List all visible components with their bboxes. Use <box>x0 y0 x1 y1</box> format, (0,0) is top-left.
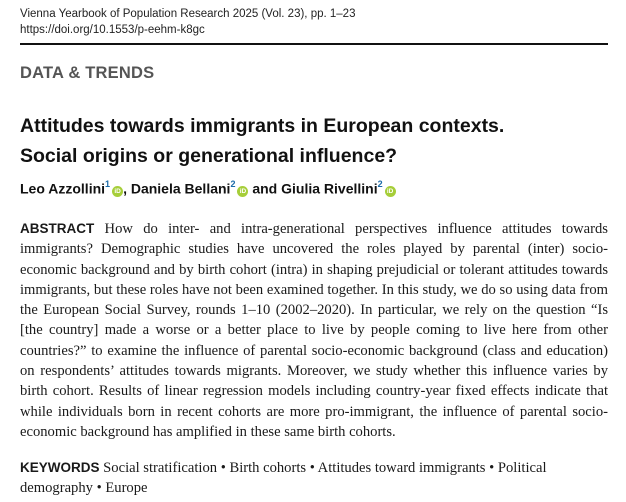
author-name[interactable]: Leo Azzollini <box>20 180 106 197</box>
keywords-text: Social stratification • Birth cohorts • Attitudes toward immigrants • Political demography • Europe <box>20 460 547 496</box>
affiliation-marker[interactable]: 2 <box>230 179 236 189</box>
affiliation-marker[interactable]: 2 <box>377 179 383 189</box>
author-separator: , <box>123 180 131 197</box>
author-name[interactable]: Giulia Rivellini <box>281 180 378 197</box>
orcid-icon[interactable]: iD <box>237 186 248 197</box>
keywords-label: KEYWORDS <box>20 460 100 475</box>
orcid-icon[interactable]: iD <box>385 186 396 197</box>
header-rule <box>20 43 608 45</box>
journal-citation: Vienna Yearbook of Population Research 2025 (Vol. 23), pp. 1–23 <box>20 8 356 20</box>
author-name[interactable]: Daniela Bellani <box>130 180 231 197</box>
abstract-label: ABSTRACT <box>20 221 95 236</box>
journal-header <box>20 6 355 38</box>
author-list <box>20 180 396 197</box>
section-label: DATA & TRENDS <box>20 64 155 82</box>
author-separator: and <box>248 180 282 197</box>
title-line-2: Social origins or generational influence? <box>20 145 398 167</box>
article-title <box>20 111 610 171</box>
title-line-1: Attitudes towards immigrants in European contexts. <box>20 115 505 137</box>
keywords <box>20 458 608 498</box>
abstract-text: How do inter- and intra-generational perspectives influence attitudes towards immigrants? Demographic studies have uncovered the roles played by parental (inter) socio-economic background and by birth cohort (intra) in shaping prejudicial or tolerant attitudes towards immigrants, but these roles have not been examined together. In this study, we do so using data from the European Social Survey, rounds 1–10 (2002–2020). In particular, we rely on the question “Is [the country] made a worse or a better place to live by people coming to live here from other countries?” to examine the influence of parental socio-economic background (class and education) on respondents’ attitudes towards migrants. Moreover, we study whether this influence varies by birth cohort. Results of linear regression models including country-year fixed effects indicate that while individuals born in recent cohorts are more pro-immigrant, the influence of parental socio-economic background has amplified in these same birth cohorts. <box>20 221 608 440</box>
abstract <box>20 219 608 442</box>
affiliation-marker[interactable]: 1 <box>105 179 111 189</box>
doi-link[interactable]: https://doi.org/10.1553/p-eehm-k8gc <box>20 24 205 36</box>
orcid-icon[interactable]: iD <box>112 186 123 197</box>
